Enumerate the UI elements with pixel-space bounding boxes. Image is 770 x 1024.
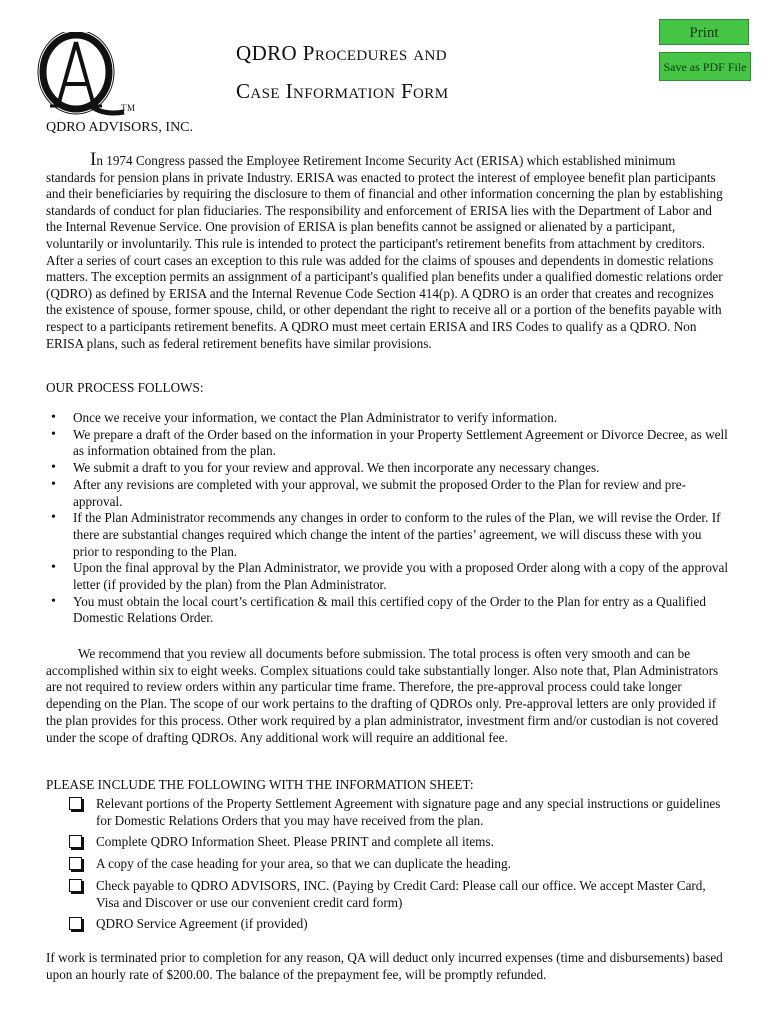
process-item: • Once we receive your information, we contact the Plan Administrator to verify information. [46, 410, 730, 427]
checklist-item [68, 856, 728, 873]
process-list [46, 410, 730, 627]
process-item: • If the Plan Administrator recommends any changes in order to conform to the rules of the Plan, we will revise the Order. If there are substantial changes required which change the intent of the parties’ agreement, we will discuss these with you prior to responding to the Plan. [46, 510, 730, 560]
checklist-item-text: Complete QDRO Information Sheet. Please PRINT and complete all items. [96, 834, 494, 850]
intro-drop-letter: I [90, 149, 97, 170]
checklist-item-text: Relevant portions of the Property Settlement Agreement with signature page and any special instructions or guidelines for Domestic Relations Orders that you may have received from the plan. [96, 796, 721, 828]
include-checklist [68, 796, 728, 938]
title-line-1: QDRO Procedures and [236, 41, 447, 65]
process-item: • We prepare a draft of the Order based on the information in your Property Settlement Agreement or Divorce Decree, as well as information obtained from the plan. [46, 427, 730, 460]
checklist-item-text: QDRO Service Agreement (if provided) [96, 916, 308, 932]
checklist-item [68, 878, 728, 911]
recommendation-paragraph: We recommend that you review all documents before submission. The total process is often very smooth and can be accomplished within six to eight weeks. Complex situations could take substantially longer. Also note that, Plan Administrators are not required to review orders within any particular time frame. Therefore, the pre-approval process could take longer depending on the Plan. The scope of our work pertains to the drafting of QDROs only. Pre-approval letters are only provided if the plan provides for this process. Other work required by a plan administrator, investment firm and/or custodian is not covered under the scope of drafting QDROs. Any additional work will require an additional fee. [46, 646, 719, 745]
include-heading: PLEASE INCLUDE THE FOLLOWING WITH THE INFORMATION SHEET: [46, 777, 474, 792]
process-item: • Upon the final approval by the Plan Administrator, we provide you with a proposed Order along with a copy of the approval letter (if provided by the plan) from the Plan Administrator. [46, 560, 730, 593]
save-as-pdf-button[interactable]: Save as PDF File [659, 52, 751, 81]
checkbox-icon [69, 879, 82, 892]
process-heading: OUR PROCESS FOLLOWS: [46, 380, 204, 395]
page-title [236, 34, 576, 110]
checklist-item [68, 916, 728, 933]
process-item: • We submit a draft to you for your review and approval. We then incorporate any necessary changes. [46, 460, 730, 477]
intro-paragraph [46, 149, 726, 352]
intro-text: n 1974 Congress passed the Employee Retirement Income Security Act (ERISA) which established minimum standards for pension plans in private Industry. ERISA was enacted to protect the interest of employee benefit plan participants and their beneficiaries by requiring the disclosure to them of financial and other information concerning the plan by establishing standards of conduct for plan fiduciaries. The responsibility and enforcement of ERISA lies with the Department of Labor and the Internal Revenue Service. One provision of ERISA is plan benefits cannot be assigned or alienated by a participant, voluntarily or involuntarily. This rule is intended to protect the participant's retirement benefits from attachment by creditors. After a series of court cases an exception to this rule was added for the claims of spouses and dependents in domestic relations matters. The exception permits an assignment of a participant's qualified plan benefits under a qualified domestic relations order (QDRO) as defined by ERISA and the Internal Revenue Code Section 414(p). A QDRO is an order that creates and recognizes the existence of spouse, former spouse, child, or other dependant the right to receive all or a portion of the benefits payable with respect to a participants retirement benefits. A QDRO must meet certain ERISA and IRS Codes to qualify as a QDRO. Non ERISA plans, such as federal retirement benefits have similar provisions. [46, 153, 723, 351]
checklist-item [68, 834, 728, 851]
checklist-item [68, 796, 728, 829]
process-item: • You must obtain the local court’s certification & mail this certified copy of the Order to the Plan for entry as a Qualified Domestic Relations Order. [46, 594, 730, 627]
checkbox-icon [69, 917, 82, 930]
checkbox-icon [69, 797, 82, 810]
process-item: • After any revisions are completed with your approval, we submit the proposed Order to the Plan for review and pre-approval. [46, 477, 730, 510]
checklist-item-text: Check payable to QDRO ADVISORS, INC. (Paying by Credit Card: Please call our office. We accept Master Card, Visa and Discover or use our convenient credit card form) [96, 877, 706, 910]
company-name: QDRO ADVISORS, INC. [46, 120, 194, 135]
checklist-item-text: A copy of the case heading for your area, so that we can duplicate the heading. [96, 856, 511, 872]
checkbox-icon [69, 857, 82, 870]
print-button[interactable]: Print [659, 19, 749, 45]
title-line-2: Case Information Form [236, 79, 449, 103]
trademark-mark: TM [121, 103, 136, 113]
closing-paragraph: If work is terminated prior to completion for any reason, QA will deduct only incurred expenses (time and disbursements) based upon an hourly rate of $200.00. The balance of the prepayment fee, will be promptly refunded. [46, 950, 723, 982]
checkbox-icon [69, 835, 82, 848]
